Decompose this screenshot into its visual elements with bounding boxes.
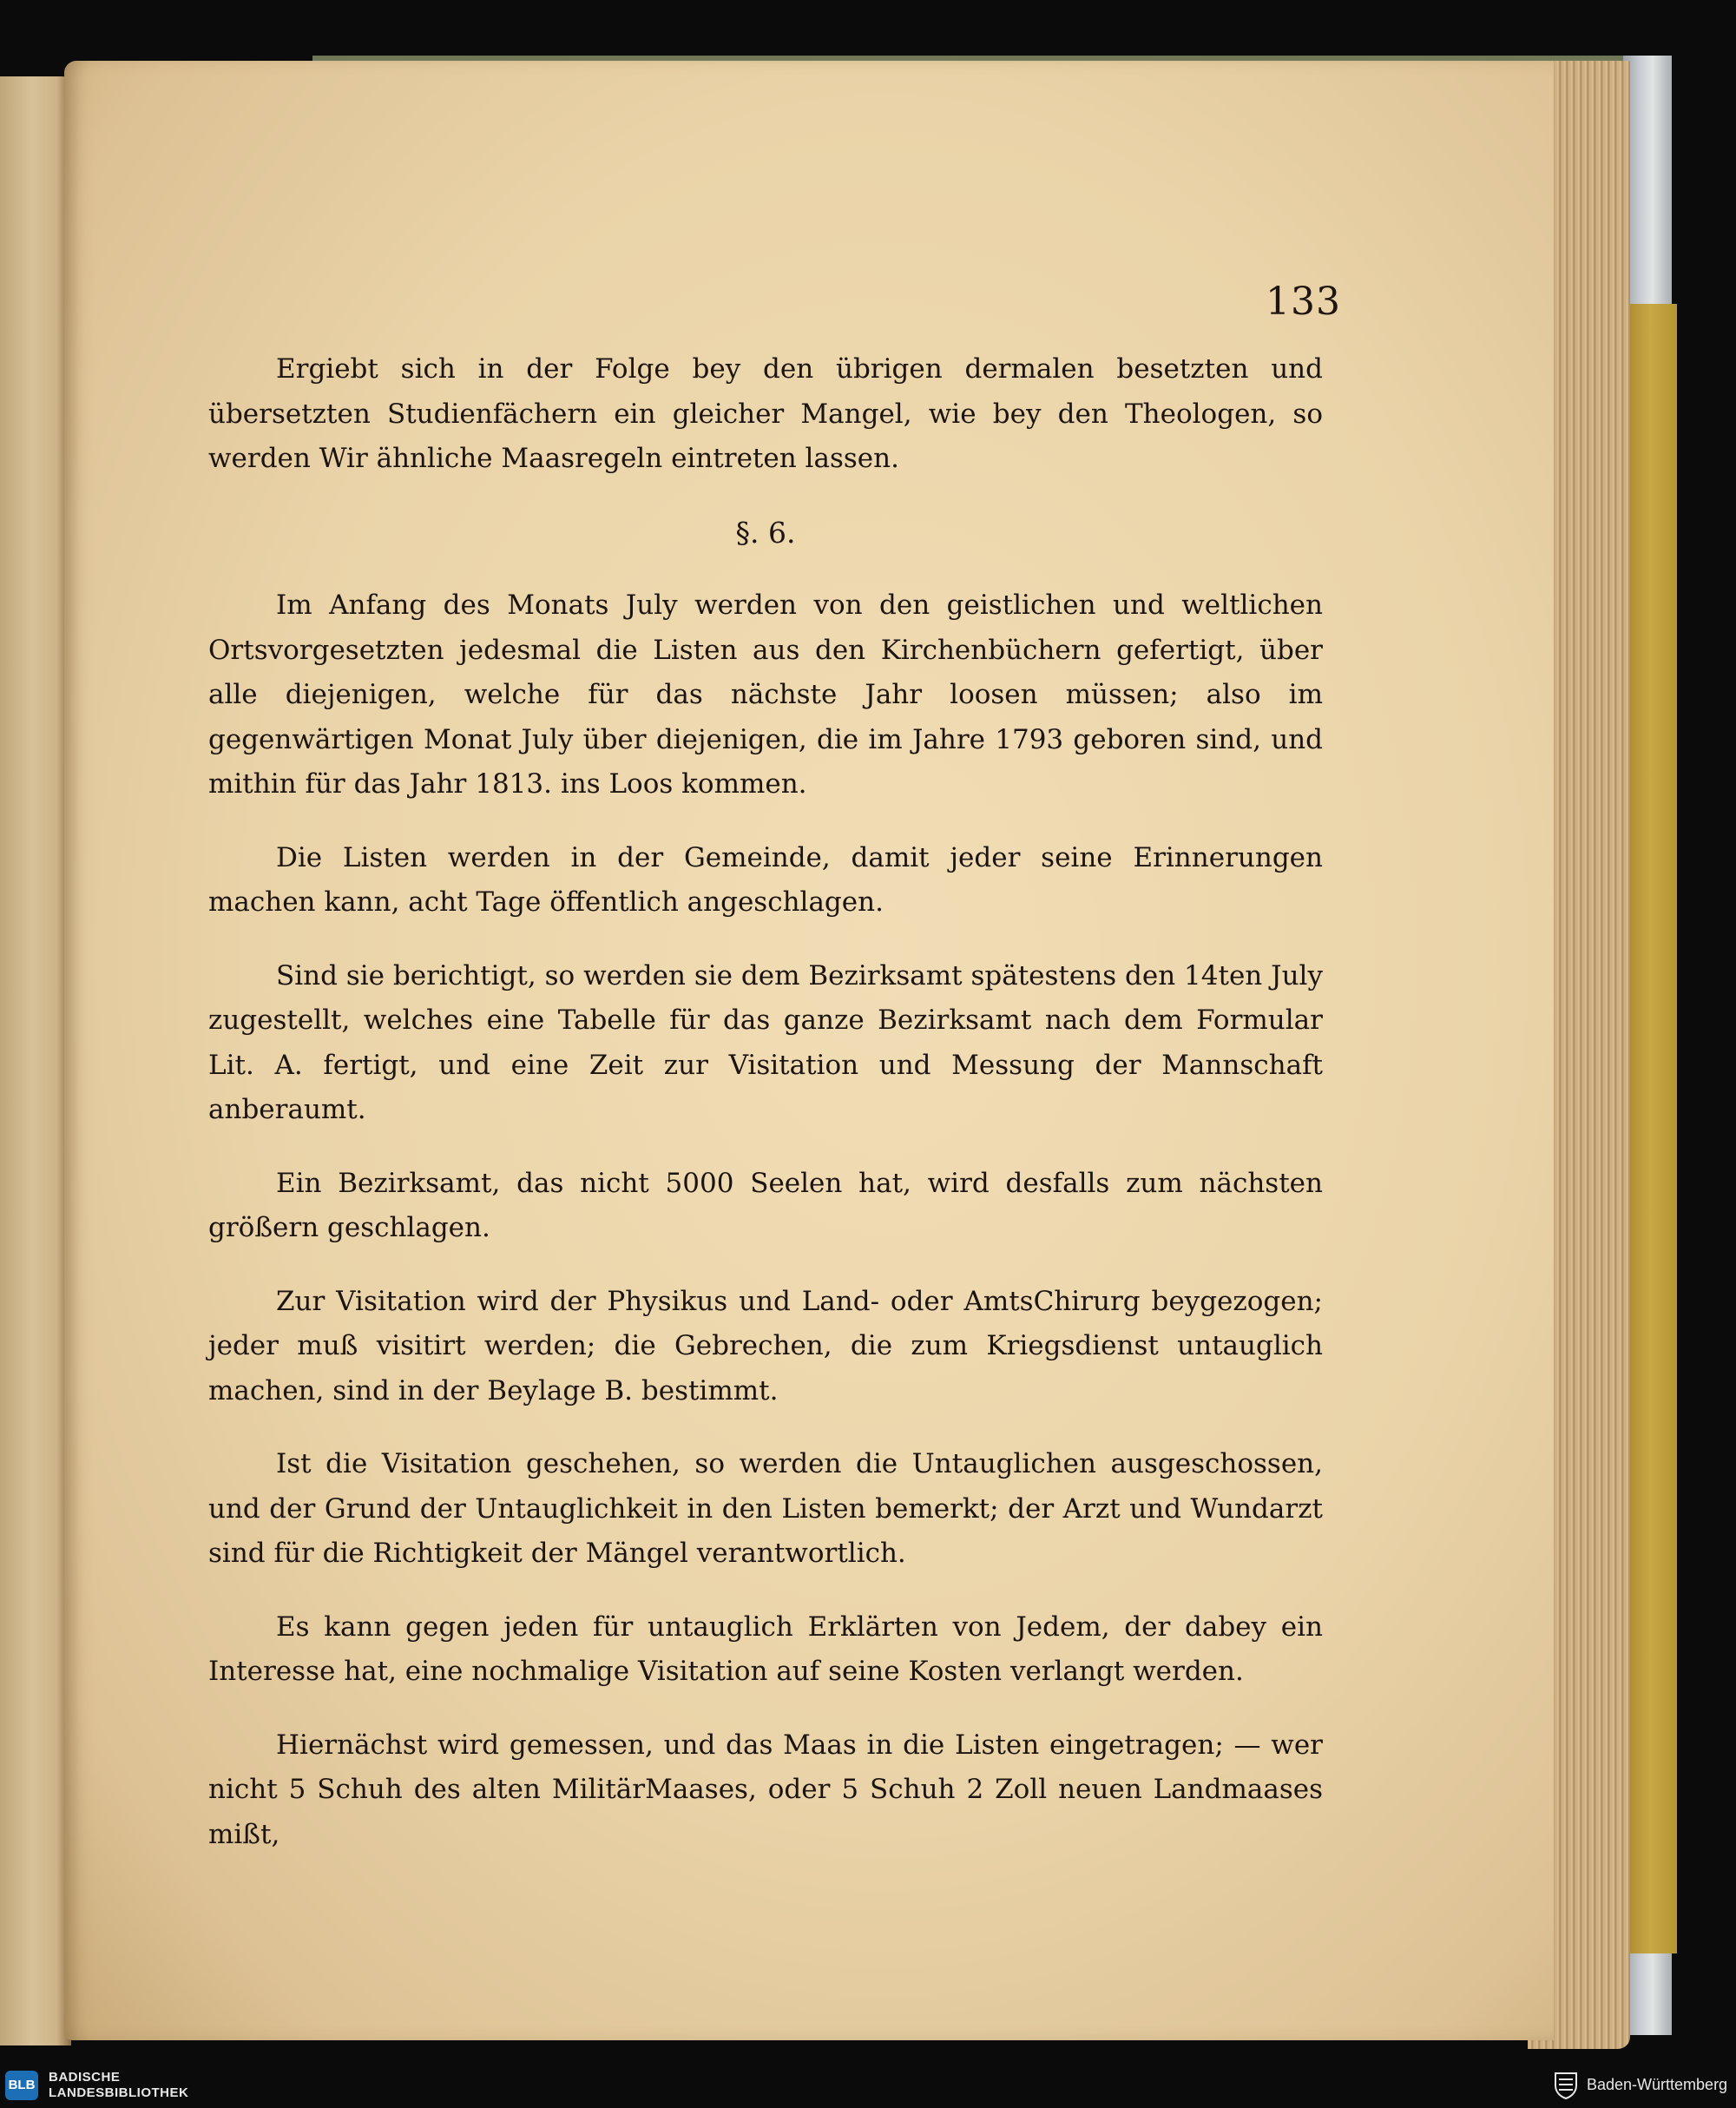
paragraph: Es kann gegen jeden für untauglich Erklärten von Jedem, der dabey ein Interesse hat, eine nochmalige Visitation auf seine Kosten verlangt werden.	[208, 1611, 1323, 1687]
endpaper-edge	[1623, 304, 1677, 1953]
library-name-line1: BADISCHE	[49, 2070, 121, 2085]
page-number: 133	[1266, 280, 1341, 324]
paragraph: Die Listen werden in der Gemeinde, damit jeder seine Erinnerungen machen kann, acht Tage öffentlich angeschlagen.	[208, 841, 1323, 918]
paragraph: Hiernächst wird gemessen, und das Maas in die Listen eingetragen; — wer nicht 5 Schuh des alten MilitärMaases, oder 5 Schuh 2 Zoll neuen Landmaases mißt,	[208, 1729, 1323, 1850]
paragraph: Ist die Visitation geschehen, so werden die Untauglichen ausgeschossen, und der Grund der Untauglichkeit in den Listen bemerkt; der Arzt und Wundarzt sind für die Richtigkeit der Mängel verantwortlich.	[208, 1448, 1323, 1569]
paragraph: Im Anfang des Monats July werden von den geistlichen und weltlichen Ortsvorgesetzten jedesmal die Listen aus den Kirchenbüchern gefertigt, über alle diejenigen, welche für das nächste Jahr loosen müssen; also im gegenwärtigen Monat July über diejenigen, die im Jahre 1793 geboren sind, und mithin für das Jahr 1813. ins Loos kommen.	[208, 590, 1323, 800]
region-label[interactable]: Baden-Württemberg	[1587, 2076, 1728, 2093]
paragraph: Ergiebt sich in der Folge bey den übrigen dermalen besetzten und übersetzten Studienfächern ein gleicher Mangel, wie bey den Theologen, so werden Wir ähnliche Maasregeln eintreten lassen.	[208, 353, 1323, 474]
section-heading: §. 6.	[735, 515, 796, 550]
paragraph: Zur Visitation wird der Physikus und Land- oder AmtsChirurg beygezogen; jeder muß visitirt werden; die Gebrechen, die zum Kriegsdienst untauglich machen, sind in der Beylage B. bestimmt.	[208, 1285, 1323, 1406]
coat-of-arms-icon	[1554, 2072, 1578, 2099]
left-page	[0, 76, 71, 2045]
paragraph: Ein Bezirksamt, das nicht 5000 Seelen hat, wird desfalls zum nächsten größern geschlagen.	[208, 1167, 1323, 1243]
paragraph: Sind sie berichtigt, so werden sie dem Bezirksamt spätestens den 14ten July zugestellt, welches eine Tabelle für das ganze Bezirksamt nach dem Formular Lit. A. fertigt, und eine Zeit zur Visitation und Messung der Mannschaft anberaumt.	[208, 959, 1323, 1125]
library-name-line2: LANDESBIBLIOTHEK	[49, 2085, 189, 2100]
footer-bar	[0, 2063, 1736, 2108]
blb-logo-icon[interactable]: BLB	[5, 2071, 38, 2100]
page-text	[208, 347, 1323, 1886]
